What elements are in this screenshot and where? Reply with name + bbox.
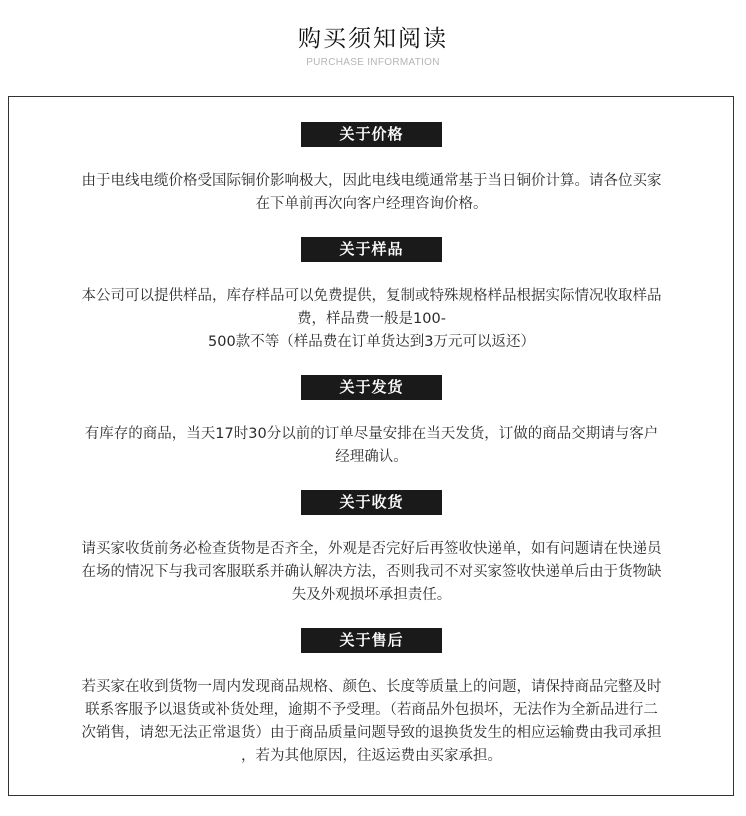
section-body-receiving: 请买家收货前务必检查货物是否齐全，外观是否完好后再签收快递单，如有问题请在快递员 在场的情况下与我司客服联系并确认解决方法，否则我司不对买家签收快递单后由于货物缺 失及外观损坏承担责任。 [81,541,662,603]
section-heading-after-sales: 关于售后 [301,628,442,653]
section-body-samples: 本公司可以提供样品，库存样品可以免费提供，复制或特殊规格样品根据实际情况收取样品 费，样品费一般是100- 500款不等（样品费在订单货达到3万元可以返还） [81,288,662,350]
section-heading-price: 关于价格 [301,122,442,147]
section-body-price: 由于电线电缆价格受国际铜价影响极大，因此电线电缆通常基于当日铜价计算。请各位买家 在下单前再次向客户经理咨询价格。 [81,173,662,212]
section-body-shipping: 有库存的商品，当天17时30分以前的订单尽量安排在当天发货，订做的商品交期请与客户 经理确认。 [84,426,659,465]
section-heading-shipping: 关于发货 [301,375,442,400]
page-subtitle: PURCHASE INFORMATION [306,57,440,68]
page-title: 购买须知阅读 [298,26,448,52]
section-heading-samples: 关于样品 [301,237,442,262]
purchase-notice-box [8,96,734,796]
section-heading-receiving: 关于收货 [301,490,442,515]
section-body-after-sales: 若买家在收到货物一周内发现商品规格、颜色、长度等质量上的问题，请保持商品完整及时 联系客服予以退货或补货处理，逾期不予受理。（若商品外包损坏，无法作为全新品进行二 次销售，请恕无法正常退货）由于商品质量问题导致的退换货发生的相应运输费由我司承担 ，若为其他原因，往返运费由买家承担。 [81,679,662,764]
